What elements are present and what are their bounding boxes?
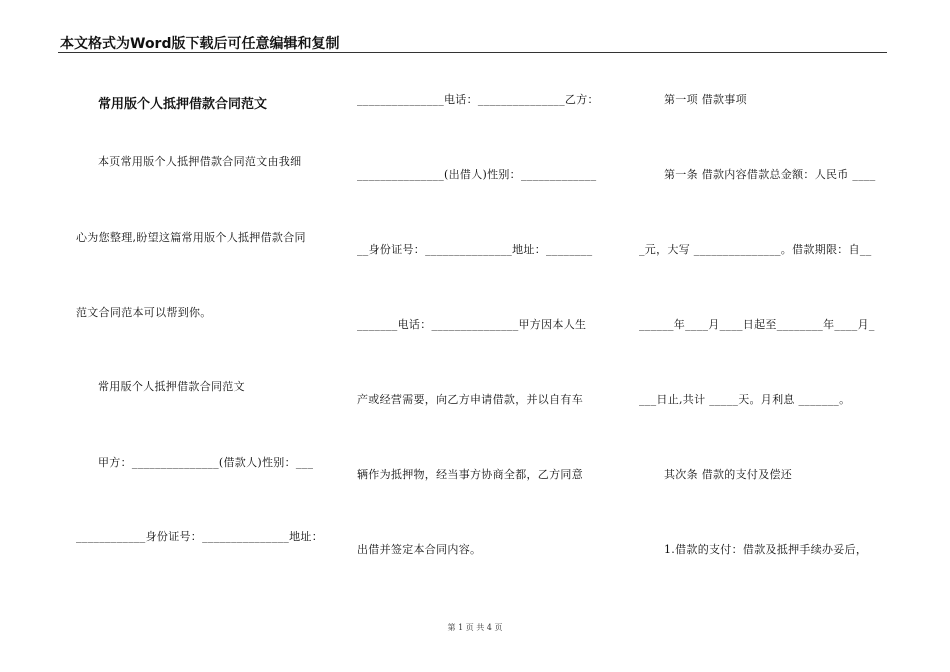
document-title: 常用版个人抵押借款合同范文 <box>98 97 268 112</box>
col3-line-3: _元，大写 _______________。借款期限：自__ <box>639 243 872 256</box>
document-header: 本文格式为Word版下载后可任意编辑和复制 <box>60 36 340 52</box>
col2-line-5: 产或经营需要，向乙方申请借款，并以自有车 <box>357 393 583 406</box>
col1-line-1: 本页常用版个人抵押借款合同范文由我细 <box>98 155 302 168</box>
col3-line-6: 其次条 借款的支付及偿还 <box>664 468 793 481</box>
col3-line-1: 第一项 借款事项 <box>664 93 747 106</box>
header-divider <box>58 52 887 53</box>
col2-line-3: __身份证号：_______________地址：________ <box>357 243 593 256</box>
col3-line-7: 1.借款的支付：借款及抵押手续办妥后， <box>664 543 868 556</box>
col2-line-6: 辆作为抵押物，经当事方协商全都，乙方同意 <box>357 468 583 481</box>
col1-line-3: 范文合同范本可以帮到你。 <box>76 306 212 319</box>
col2-line-1: _______________电话：_______________乙方： <box>357 93 599 106</box>
col1-line-2: 心为您整理,盼望这篇常用版个人抵押借款合同 <box>76 231 306 244</box>
col3-line-4: ______年____月____日起至________年____月_ <box>639 318 875 331</box>
page-indicator: 第 1 页 共 4 页 <box>447 623 503 632</box>
col2-line-7: 出借并签定本合同内容。 <box>357 543 482 556</box>
col1-line-5: 甲方：_______________(借款人)性别：___ <box>98 456 314 469</box>
col2-line-4: _______电话：_______________甲方因本人生 <box>357 318 587 331</box>
col2-line-2: _______________(出借人)性别：_____________ <box>357 168 597 181</box>
col3-line-5: ___日止,共计 _____天。月利息 _______。 <box>639 393 851 406</box>
col1-line-6: ____________身份证号：_______________地址： <box>76 530 323 543</box>
col1-line-4: 常用版个人抵押借款合同范文 <box>98 380 245 393</box>
col3-line-2: 第一条 借款内容借款总金额：人民币 ____ <box>664 168 876 181</box>
